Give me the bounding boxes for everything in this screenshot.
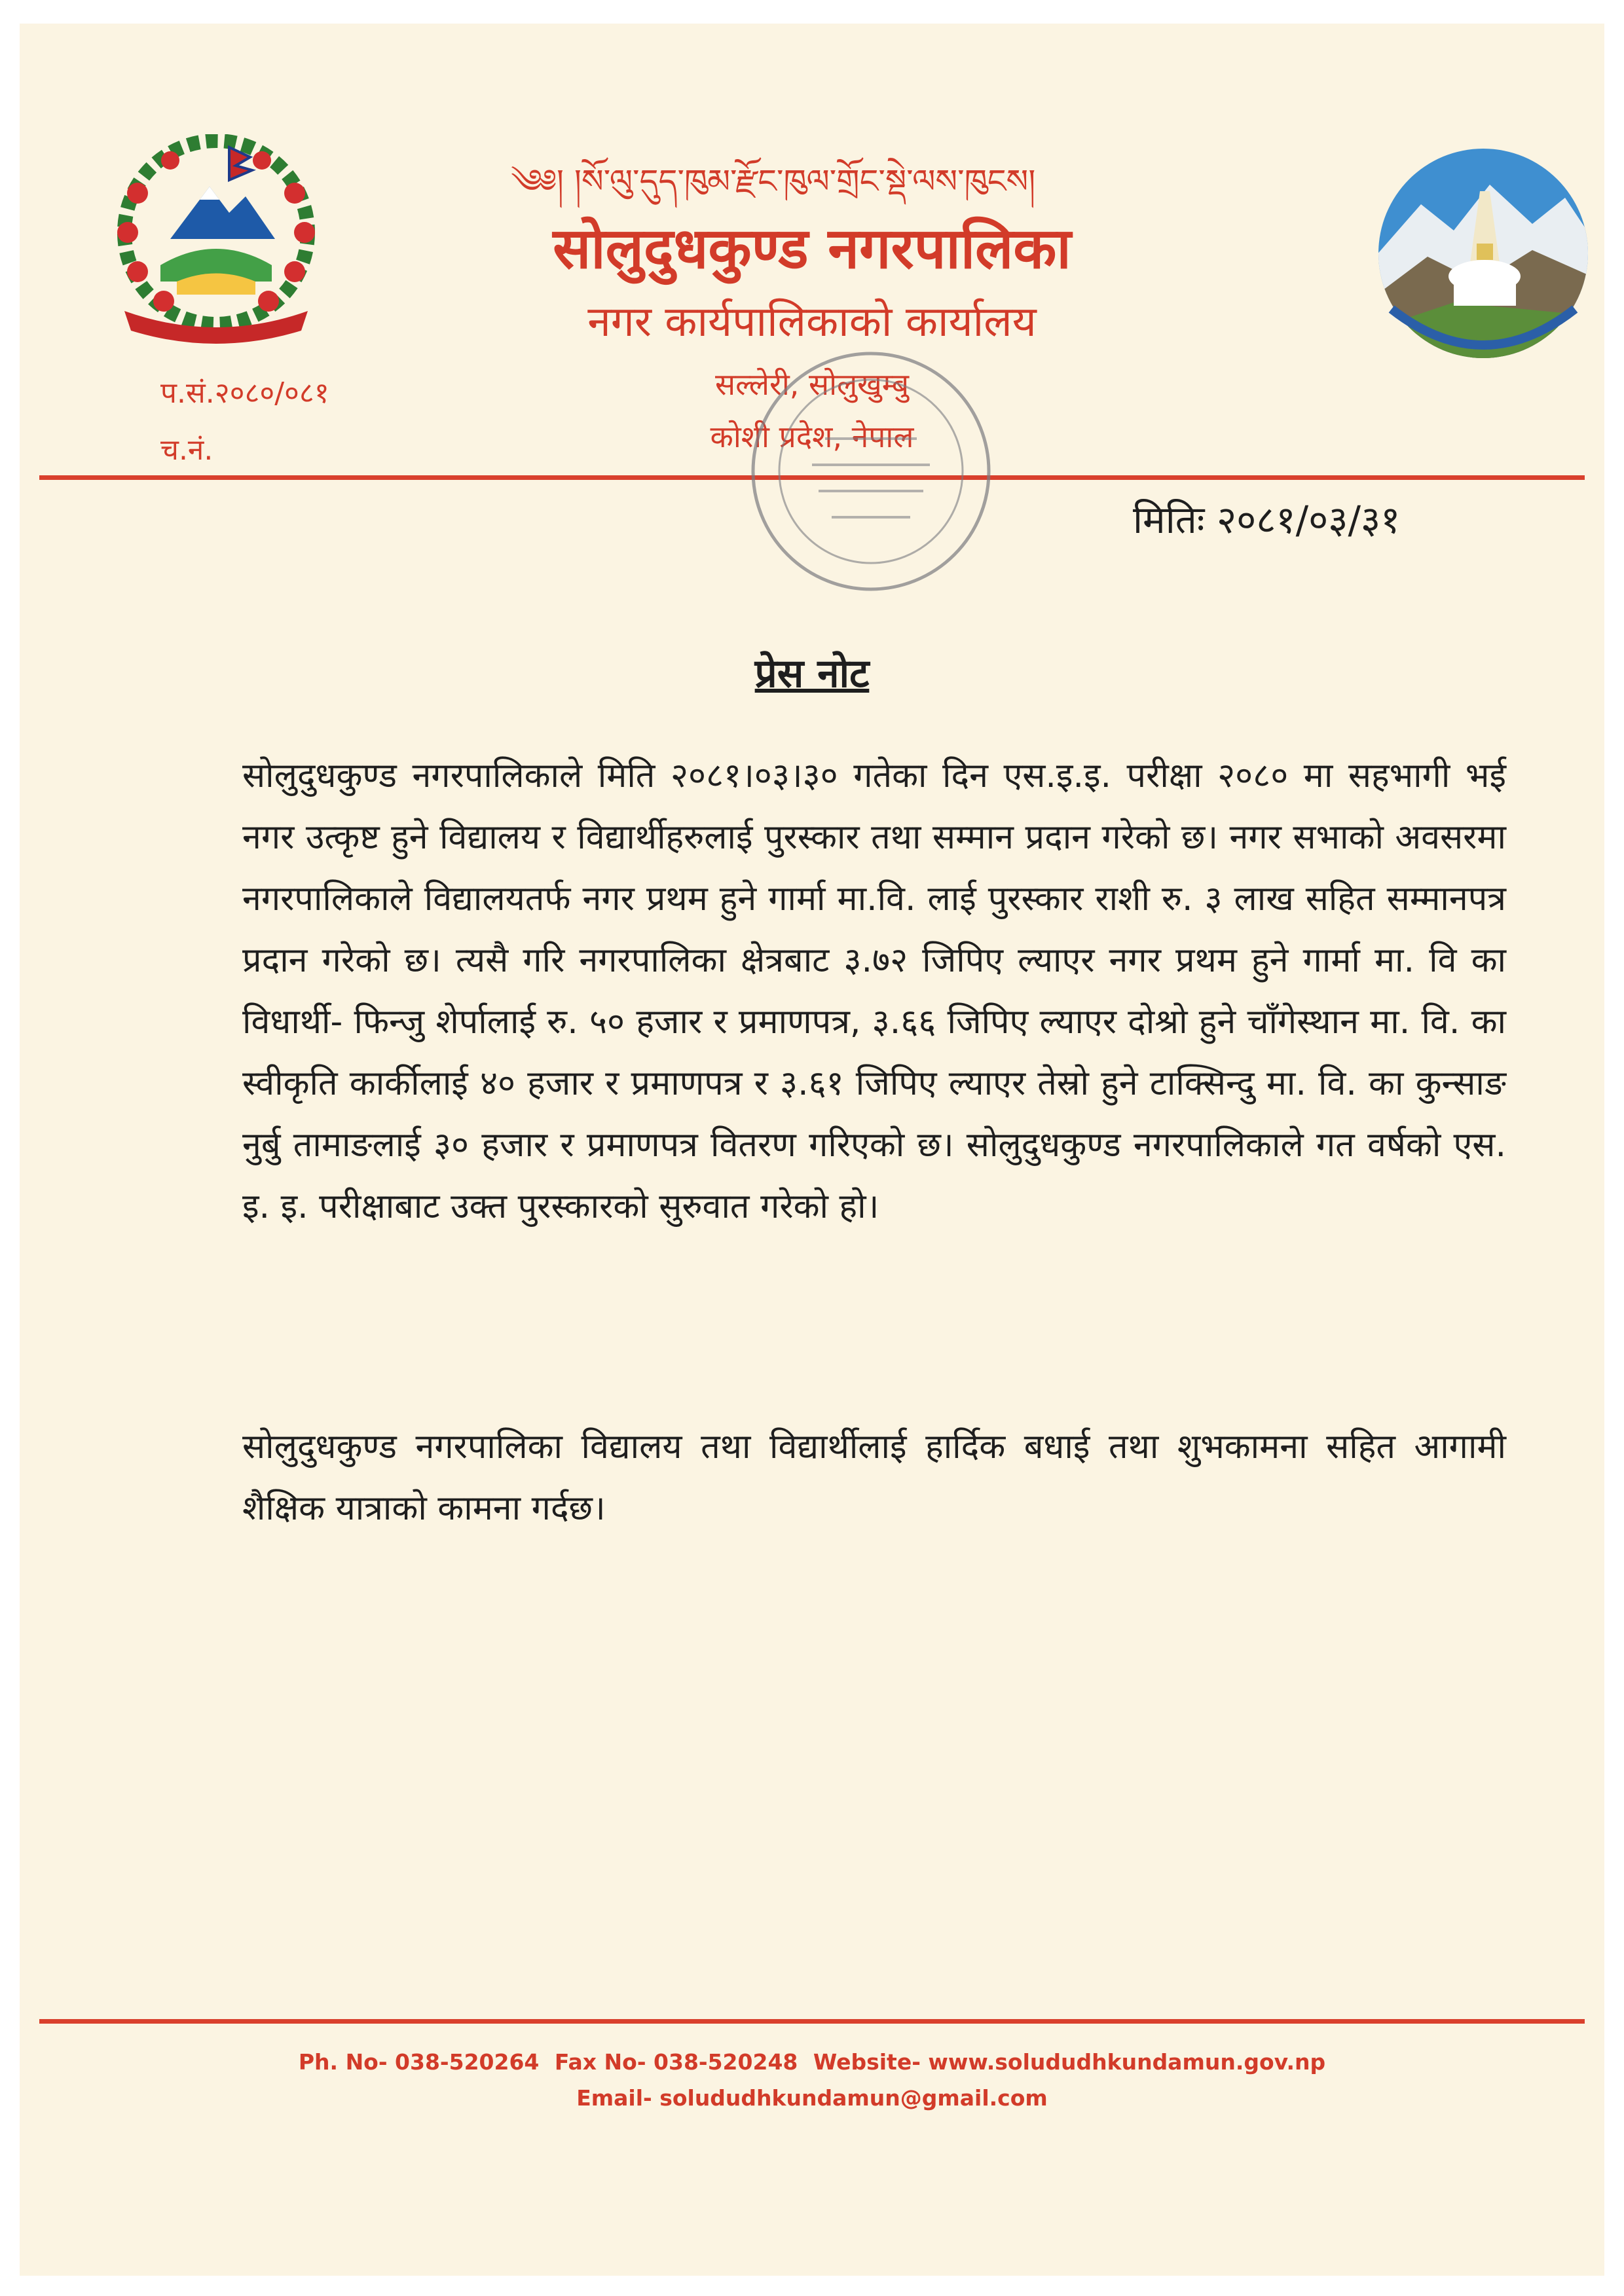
letter-date: मितिः २०८१/०३/३१ <box>1133 498 1401 542</box>
paragraph-main: सोलुदुधकुण्ड नगरपालिकाले मिति २०८१।०३।३० गतेका दिन एस.इ.इ. परीक्षा २०८० मा सहभागी भई नगर उत्कृष्ट हुने विद्यालय र विद्यार्थीहरुलाई पुरस्कार तथा सम्मान प्रदान गरेको छ। नगर सभाको अवसरमा नगरपालिकाले विद्यालयतर्फ नगर प्रथम हुने गार्मा मा.वि. लाई पुरस्कार राशी रु. ३ लाख सहित सम्मानपत्र प्रदान गरेको छ। त्यसै गरि नगरपालिका क्षेत्रबाट ३.७२ जिपिए ल्याएर नगर प्रथम हुने गार्मा मा. वि का विधार्थी- फिन्जु शेर्पालाई रु. ५० हजार र प्रमाणपत्र, ३.६६ जिपिए ल्याएर दोश्रो हुने चाँगेस्थान मा. वि. का स्वीकृति कार्कीलाई ४० हजार र प्रमाणपत्र र ३.६१ जिपिए ल्याएर तेस्रो हुने टाक्सिन्दु मा. वि. का कुन्साङ नुर्बु तामाङलाई ३० हजार र प्रमाणपत्र वितरण गरिएको छ। सोलुदुधकुण्ड नगरपालिकाले गत वर्षको एस. इ. इ. परीक्षाबाट उक्त पुरस्कारको सुरुवात गरेको हो। <box>242 756 1506 1226</box>
footer-divider <box>39 2019 1585 2024</box>
address-line-1: सल्लेरी, सोलुखुम्बु <box>714 367 910 402</box>
address-line-2: कोशी प्रदेश, नेपाल <box>710 419 914 454</box>
footer-email[interactable]: Email- solududhkundamun@gmail.com <box>576 2085 1048 2111</box>
tibetan-header-line: ༄༅། །སོ་ལུ་དུད་ཁུམ་རྫོང་ཁུལ་གྲོང་སྡེ་ལས་ཁུངས། <box>511 162 1036 200</box>
dispatch-number: च.नं. <box>160 433 213 467</box>
office-seal-icon <box>733 334 1008 609</box>
paragraph-closing: सोलुदुधकुण्ड नगरपालिका विद्यालय तथा विद्यार्थीलाई हार्दिक बधाई तथा शुभकामना सहित आगामी शैक्षिक यात्राको कामना गर्दछ। <box>242 1427 1506 1528</box>
office-name: नगर कार्यपालिकाको कार्यालय <box>587 298 1037 346</box>
footer-contact <box>0 2049 1624 2075</box>
reference-number: प.सं.२०८०/०८१ <box>160 376 329 410</box>
municipality-name: सोलुदुधकुण्ड नगरपालिका <box>553 216 1071 282</box>
footer-website[interactable]: Website- www.solududhkundamun.gov.np <box>813 2049 1326 2075</box>
footer-phone: Ph. No- 038-520264 <box>298 2049 540 2075</box>
press-note-title: प्रेस नोट <box>754 651 870 697</box>
footer-fax: Fax No- 038-520248 <box>554 2049 798 2075</box>
footer-email-line <box>0 2085 1624 2111</box>
